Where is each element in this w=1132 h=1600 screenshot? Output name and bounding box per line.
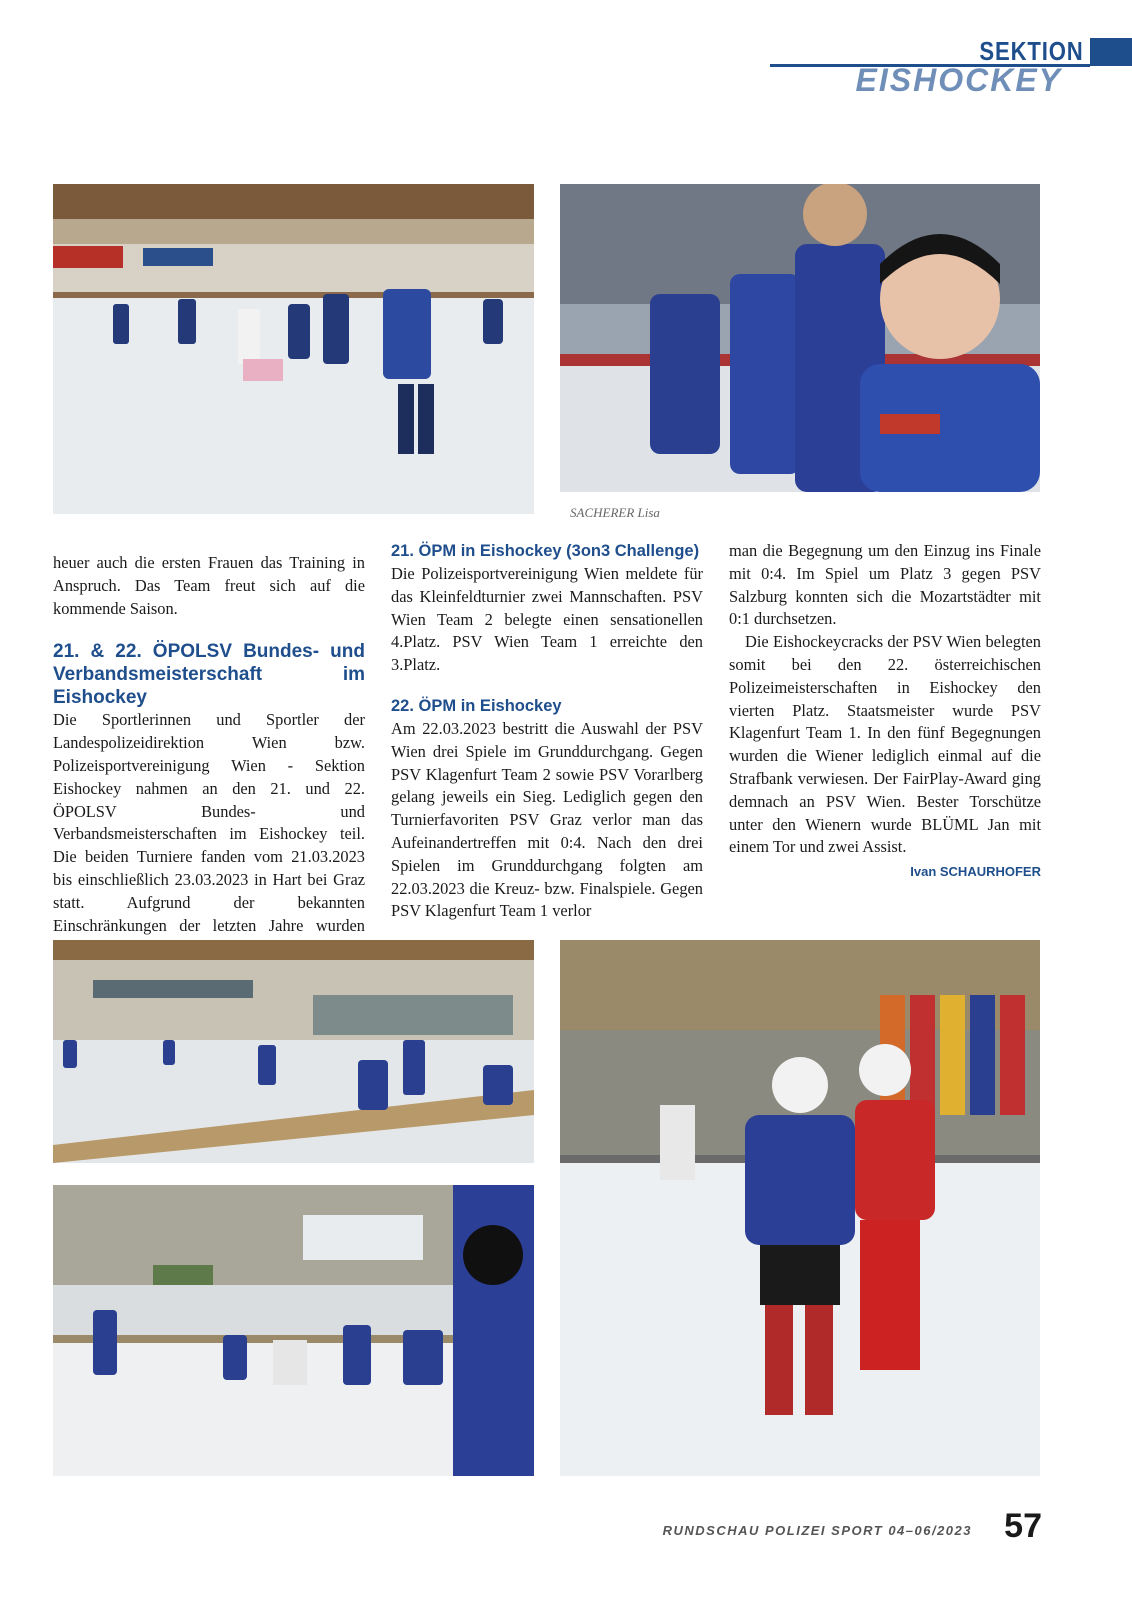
photo-caption: SACHERER Lisa (570, 505, 660, 520)
photo-goal-area (53, 1185, 534, 1476)
heading-bundesmeisterschaft: 21. & 22. ÖPOLSV Bundes- und Verbandsmeisterschaft im Eishockey (53, 641, 365, 709)
publication-footer: RUNDSCHAU POLIZEI SPORT 04–06/2023 (662, 1523, 972, 1538)
heading-3on3: 21. ÖPM in Eishockey (3on3 Challenge) (391, 542, 700, 560)
text-column-3 (729, 540, 1041, 884)
paragraph-overview: Die Sportlerinnen und Sportler der Landespolizeidirektion Wien bzw. Polizeisportvereinigung Wien - Sektion Eishockey nahmen an den 21. und 22. ÖPOLSV Bundes- und Verbandsmeisterschaften im Eishockey teil. Die beiden Turniere fanden vom 21.03.2023 bis einschließlich 23.03.2023 in Hart bei Graz statt. Aufgrund der bekannten Einschränkungen der letzten Jahre wurden (53, 710, 365, 935)
header-accent-block (1090, 38, 1132, 66)
photo-team-lineup (53, 184, 534, 514)
paragraph-finals: man die Begegnung um den Einzug ins Finale mit 0:4. Im Spiel um Platz 3 gegen PSV Salzburg konnten sich die Mozartstädter mit 0:1 durchsetzen. (729, 541, 1041, 629)
section-title: EISHOCKEY (855, 62, 1062, 98)
photo-player-83 (560, 940, 1040, 1476)
photo-game-action (53, 940, 534, 1163)
paragraph-oepm: Am 22.03.2023 bestritt die Auswahl der PSV Wien drei Spiele im Grunddurchgang. Gegen PSV Klagenfurt Team 2 sowie PSV Vorarlberg gelang jeweils ein Sieg. Lediglich gegen den Turnierfavoriten PSV Graz verlor man das Aufeinandertreffen mit 0:4. Nach den drei Spielen im Grunddurchgang folgten am 22.03.2023 die Kreuz- bzw. Finalspiele. Gegen PSV Klagenfurt Team 1 verlor (391, 718, 703, 921)
page-number: 57 (1004, 1507, 1042, 1545)
heading-oepm: 22. ÖPM in Eishockey (391, 696, 562, 715)
paragraph-intro: heuer auch die ersten Frauen das Training in Anspruch. Das Team freut sich auf die kommende Saison. (53, 553, 365, 618)
paragraph-3on3: Die Polizeisportvereinigung Wien meldete für das Kleinfeldturnier zwei Mannschaften. PSV Wien Team 2 belegte einen sensationellen 4.Platz. PSV Wien Team 1 erreichte den 3.Platz. (391, 564, 703, 675)
photo-players-closeup (560, 184, 1040, 492)
section-label: SEKTION (979, 36, 1084, 66)
author-name: Ivan SCHAURHOFER (910, 864, 1041, 880)
text-column-2 (391, 540, 703, 923)
text-column-1 (53, 552, 365, 983)
paragraph-results: Die Eishockeycracks der PSV Wien belegten somit bei den 22. österreichischen Polizeimeisterschaften in Eishockey den vierten Platz. Staatsmeister wurde PSV Klagenfurt Team 1. In den fünf Begegnungen wurden die Wiener lediglich einmal auf die Strafbank verwiesen. Der FairPlay-Award ging demnach an PSV Wien. Bester Torschütze unter den Wienern wurde BLÜML Jan mit einem Tor und zwei Assist. (729, 632, 1041, 857)
